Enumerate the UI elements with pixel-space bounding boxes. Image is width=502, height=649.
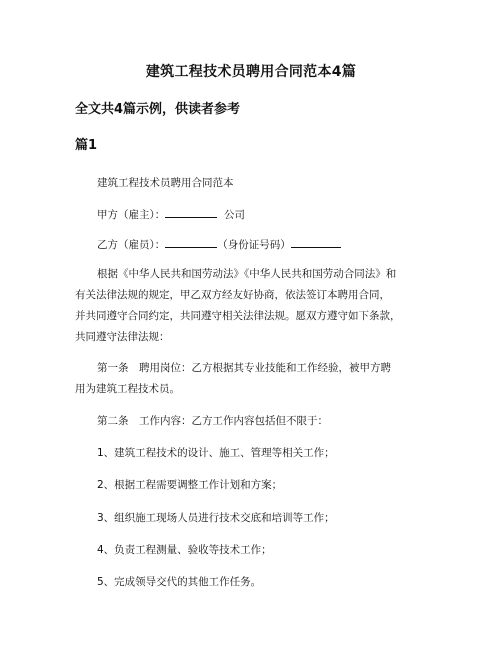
intro-line-4: 共同遵守法律法规： xyxy=(75,331,170,343)
intro-line-3: 并共同遵守合同约定，共同遵守相关法律法规。愿双方遵守如下条款， xyxy=(75,310,401,322)
contract-title: 建筑工程技术员聘用合同范本 xyxy=(97,177,234,189)
list-item: 2、根据工程需要调整工作计划和方案； xyxy=(97,479,283,491)
party-b-label: 乙方（雇员）： xyxy=(97,239,166,251)
party-b-blank-name xyxy=(165,236,217,248)
party-a-suffix: 公司 xyxy=(223,209,245,221)
list-item: 4、负责工程测量、验收等技术工作； xyxy=(97,544,272,556)
section-heading: 篇1 xyxy=(75,138,98,153)
article-1-line-1: 第一条 聘用岗位：乙方根据其专业技能和工作经验，被甲方聘 xyxy=(97,362,391,374)
party-a-label: 甲方（雇主）： xyxy=(97,209,166,221)
document-title: 建筑工程技术员聘用合同范本4篇 xyxy=(145,64,357,80)
list-item: 5、完成领导交代的其他工作任务。 xyxy=(97,576,262,588)
article-2-heading: 第二条 工作内容：乙方工作内容包括但不限于： xyxy=(97,415,328,427)
intro-line-1: 根据《中华人民共和国劳动法》《中华人民共和国劳动合同法》和 xyxy=(97,268,397,280)
document-subtitle: 全文共4篇示例，供读者参考 xyxy=(75,102,241,117)
article-1-line-2: 用为建筑工程技术员。 xyxy=(75,383,180,395)
list-item: 3、组织施工现场人员进行技术交底和培训等工作； xyxy=(97,512,335,524)
party-b-blank-id xyxy=(291,236,341,248)
party-b-line xyxy=(97,236,341,253)
party-a-line xyxy=(97,206,245,223)
party-a-blank xyxy=(165,206,217,218)
intro-line-2: 有关法律法规的规定，甲乙双方经友好协商，依法签订本聘用合同， xyxy=(75,289,390,301)
party-b-id-label: （身份证号码） xyxy=(217,239,291,251)
list-item: 1、建筑工程技术的设计、施工、管理等相关工作； xyxy=(97,447,335,459)
